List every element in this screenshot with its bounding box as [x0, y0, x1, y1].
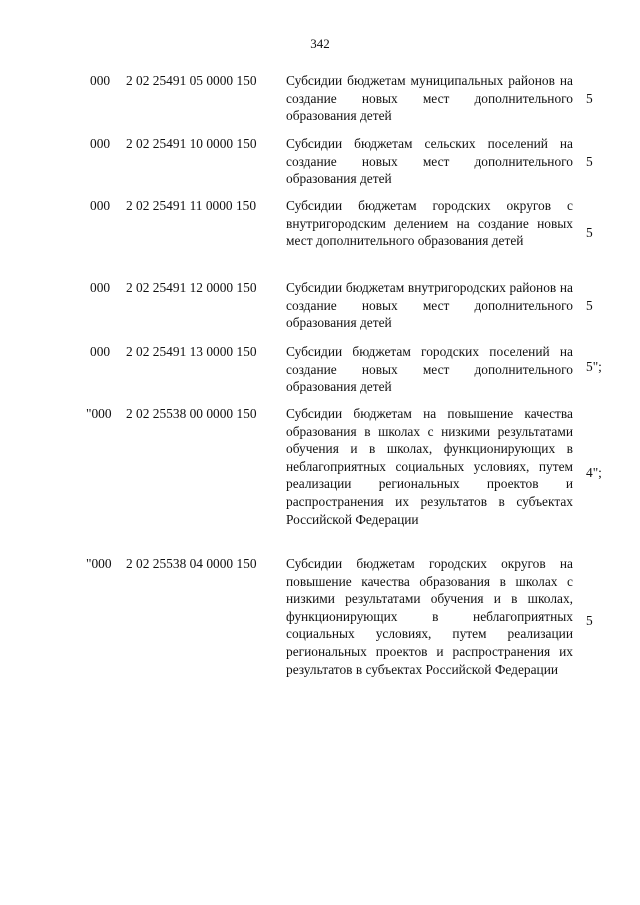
budget-classification-code: 2 02 25538 04 0000 150 [126, 556, 257, 571]
row-description: Субсидии бюджетам муниципальных районов на создание новых мест дополнительного образования детей [286, 73, 573, 124]
budget-classification-code: 2 02 25491 11 0000 150 [126, 198, 257, 213]
row-description: Субсидии бюджетам на повышение качества образования в школах с низкими результатами обучения и в школах, функционирующих в неблагоприятных социальных условиях, путем реализации региональных проектов и распространения их результатов в субъектах Российской Федерации [286, 406, 573, 527]
row-value: 5 [586, 613, 593, 628]
admin-code: 000 [90, 198, 111, 213]
row-value: 5 [586, 91, 593, 106]
row-description: Субсидии бюджетам сельских поселений на создание новых мест дополнительного образования детей [286, 136, 573, 187]
row-value: 5"; [586, 359, 602, 374]
row-value: 5 [586, 225, 593, 240]
row-description: Субсидии бюджетам внутригородских районов на создание новых мест дополнительного образования детей [286, 280, 573, 331]
admin-code: 000 [90, 280, 111, 295]
page-number: 342 [310, 36, 330, 51]
row-description: Субсидии бюджетам городских округов на повышение качества образования в школах с низкими результатами обучения и в школах, функционирующих в неблагоприятных социальных условиях, путем реализации региональных проектов и распространения их результатов в субъектах Российской Федерации [286, 556, 573, 677]
budget-classification-code: 2 02 25491 05 0000 150 [126, 73, 257, 88]
admin-code: 000 [90, 73, 111, 88]
row-value: 5 [586, 298, 593, 313]
row-description: Субсидии бюджетам городских округов с внутригородским делением на создание новых мест дополнительного образования детей [286, 198, 573, 249]
admin-code: "000 [86, 406, 112, 421]
row-value: 4"; [586, 465, 602, 480]
row-description: Субсидии бюджетам городских поселений на создание новых мест дополнительного образования детей [286, 344, 573, 395]
admin-code: "000 [86, 556, 112, 571]
budget-classification-code: 2 02 25491 10 0000 150 [126, 136, 257, 151]
budget-classification-code: 2 02 25538 00 0000 150 [126, 406, 257, 421]
budget-classification-code: 2 02 25491 13 0000 150 [126, 344, 257, 359]
admin-code: 000 [90, 136, 111, 151]
budget-classification-code: 2 02 25491 12 0000 150 [126, 280, 257, 295]
admin-code: 000 [90, 344, 111, 359]
row-value: 5 [586, 154, 593, 169]
